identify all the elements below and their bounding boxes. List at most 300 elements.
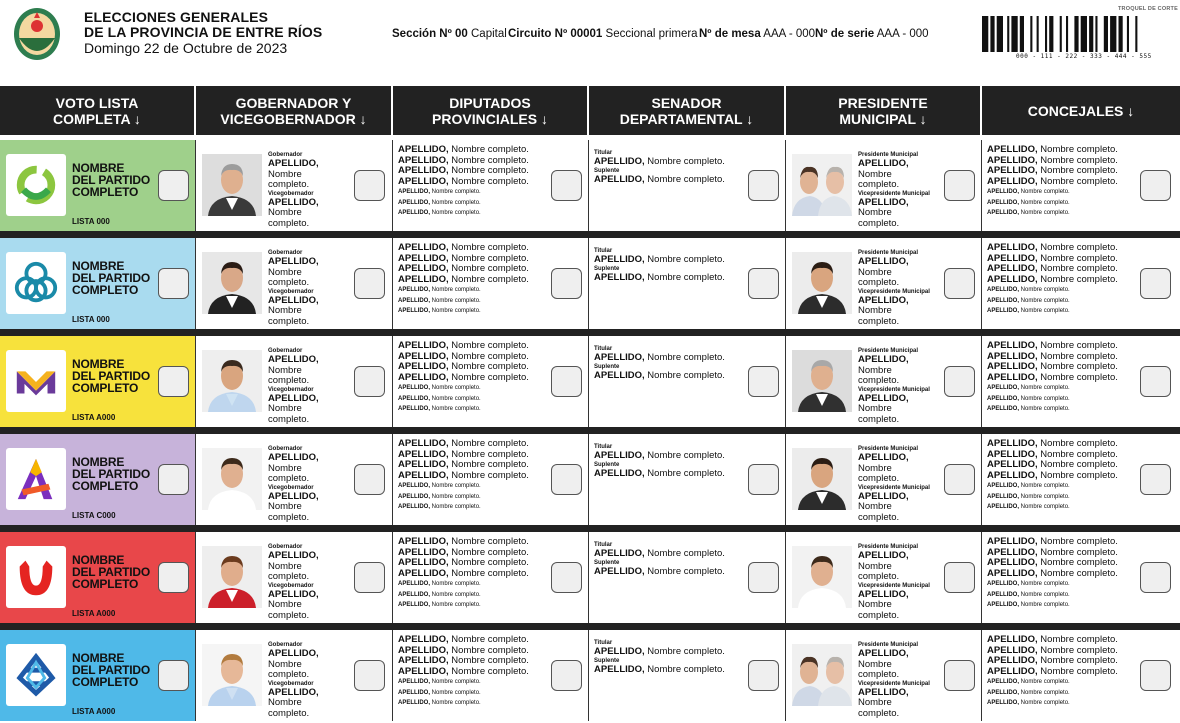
gobernador-checkbox[interactable] [354, 170, 385, 201]
gobernador-label: Gobernador [268, 250, 303, 256]
candidate-name: APELLIDO, Nombre [858, 452, 909, 474]
colorful-a-logo-icon [6, 448, 66, 510]
candidate-name-small: APELLIDO, Nombre completo. [987, 602, 1070, 608]
diputados-checkbox[interactable] [551, 562, 582, 593]
candidate-name-small: APELLIDO, Nombre completo. [987, 689, 1070, 696]
senador-checkbox[interactable] [748, 170, 779, 201]
vicepresidente-label: Vicepresidente Municipal [858, 288, 930, 295]
candidate-photo [202, 448, 262, 510]
red-u-logo-icon [6, 546, 66, 608]
concejales-cell [982, 336, 1180, 427]
party-row [0, 336, 1180, 427]
presidente-checkbox[interactable] [944, 268, 975, 299]
presidente-checkbox[interactable] [944, 170, 975, 201]
party-row [0, 532, 1180, 623]
candidate-name-small: APELLIDO, Nombre completo. [398, 581, 481, 587]
senador-checkbox[interactable] [748, 268, 779, 299]
candidate-photo [792, 644, 852, 706]
presidente-label: Presidente Municipal [858, 544, 919, 550]
vicegobernador-label: Vicegobernador [268, 582, 314, 589]
candidate-name: APELLIDO, Nombre completo. [594, 369, 725, 381]
senador-cell [589, 630, 786, 721]
barcode-icon [982, 16, 1172, 52]
title-line-1: ELECCIONES GENERALES [84, 9, 269, 25]
candidate-name-small: APELLIDO, Nombre completo. [398, 297, 481, 304]
serie-value: AAA - 000 [876, 28, 929, 40]
senador-cell [589, 532, 786, 623]
senador-checkbox[interactable] [748, 562, 779, 593]
gobernador-checkbox[interactable] [354, 464, 385, 495]
candidate-name: APELLIDO, Nombre completo. [398, 175, 529, 187]
candidate-name: APELLIDO, Nombre [858, 686, 909, 708]
party-cell [0, 140, 196, 231]
candidate-name: APELLIDO, Nombre completo. [398, 165, 529, 176]
lista-number: LISTA A000 [72, 609, 116, 618]
concejales-cell [982, 434, 1180, 525]
candidate-name: APELLIDO, Nombre completo. [398, 665, 529, 677]
vicepresidente-label: Vicepresidente Municipal [858, 680, 930, 687]
diputados-cell [393, 434, 589, 525]
vote-full-list-checkbox[interactable] [158, 170, 189, 201]
candidate-name: APELLIDO, Nombre completo. [987, 655, 1118, 666]
candidate-name-small: APELLIDO, Nombre completo. [987, 385, 1070, 391]
concejales-checkbox[interactable] [1140, 170, 1171, 201]
gobernador-cell: Gobernador APELLIDO, Nombre completo. Vicegobernador APELLIDO, Nombre completo. [196, 434, 393, 525]
presidente-cell: Presidente Municipal APELLIDO, Nombre completo. Vicepresidente Municipal APELLIDO, Nombre completo. [786, 238, 982, 329]
party-row [0, 434, 1180, 525]
election-date: Domingo 22 de Octubre de 2023 [84, 40, 288, 56]
candidate-name-small: APELLIDO, Nombre completo. [398, 700, 481, 706]
candidate-name: APELLIDO, Nombre completo. [398, 634, 529, 645]
gobernador-photo [202, 154, 262, 216]
diputados-cell [393, 336, 589, 427]
presidente-checkbox[interactable] [944, 660, 975, 691]
candidate-name: APELLIDO, Nombre completo. [987, 263, 1118, 274]
gobernador-checkbox[interactable] [354, 660, 385, 691]
senador-cell [589, 140, 786, 231]
vicegobernador-label: Vicegobernador [268, 386, 314, 393]
candidate-name: APELLIDO, Nombre [268, 452, 319, 474]
gobernador-cell: Gobernador APELLIDO, Nombre completo. Vicegobernador APELLIDO, Nombre completo. [196, 238, 393, 329]
mesa-info [699, 28, 815, 40]
candidate-name: APELLIDO, Nombre completo. [398, 567, 529, 579]
candidate-name-small: APELLIDO, Nombre completo. [987, 591, 1070, 598]
candidate-photo [792, 546, 852, 608]
concejales-checkbox[interactable] [1140, 464, 1171, 495]
candidate-photo [792, 252, 852, 314]
circuito-info [508, 28, 698, 40]
diputados-cell [393, 532, 589, 623]
row-separator [0, 427, 1180, 434]
party-cell [0, 434, 196, 525]
concejales-cell [982, 140, 1180, 231]
candidate-name: APELLIDO, Nombre completo. [987, 154, 1118, 166]
senador-cell [589, 434, 786, 525]
party-row [0, 238, 1180, 329]
candidate-name: APELLIDO, Nombre [268, 686, 319, 708]
candidate-name-small: APELLIDO, Nombre completo. [987, 308, 1070, 314]
senador-checkbox[interactable] [748, 366, 779, 397]
candidate-name-small: APELLIDO, Nombre completo. [987, 395, 1070, 402]
candidate-name: APELLIDO, Nombre [858, 294, 909, 316]
candidate-name: APELLIDO, Nombre completo. [594, 352, 725, 363]
vicegobernador-label: Vicegobernador [268, 484, 314, 491]
gobernador-label: Gobernador [268, 348, 303, 354]
ballot-header [0, 0, 1180, 86]
troquel-label: TROQUEL DE CORTE [1118, 6, 1178, 12]
diputados-checkbox[interactable] [551, 366, 582, 397]
vicepresidente-label: Vicepresidente Municipal [858, 386, 930, 393]
candidate-name: APELLIDO, Nombre completo. [987, 448, 1118, 460]
candidate-name: APELLIDO, Nombre [858, 648, 909, 670]
vicegobernador-label: Vicegobernador [268, 190, 314, 197]
election-title [84, 10, 322, 56]
diputados-checkbox[interactable] [551, 660, 582, 691]
vicegobernador-label: Vicegobernador [268, 288, 314, 295]
presidente-photo [792, 252, 852, 314]
gobernador-checkbox[interactable] [354, 562, 385, 593]
candidate-name-small: APELLIDO, Nombre completo. [398, 395, 481, 402]
candidate-name: APELLIDO, Nombre [858, 196, 909, 218]
candidate-name: APELLIDO, Nombre completo. [398, 273, 529, 285]
gobernador-photo [202, 546, 262, 608]
party-name: NOMBRE DEL PARTIDO COMPLETO [72, 259, 151, 297]
candidate-name: APELLIDO, Nombre completo. [987, 165, 1118, 176]
candidate-name-small: APELLIDO, Nombre completo. [987, 297, 1070, 304]
candidate-name: APELLIDO, Nombre completo. [594, 271, 725, 283]
candidate-name-small: APELLIDO, Nombre completo. [987, 504, 1070, 510]
party-cell [0, 336, 196, 427]
candidate-photo [202, 154, 262, 216]
candidate-name: APELLIDO, Nombre completo. [398, 448, 529, 460]
province-seal-icon [12, 6, 62, 62]
candidate-name: APELLIDO, Nombre completo. [987, 252, 1118, 264]
lista-number: LISTA C000 [72, 511, 116, 520]
candidate-name: APELLIDO, Nombre completo. [594, 467, 725, 479]
suplente-label: Suplente [594, 265, 620, 272]
presidente-photo [792, 644, 852, 706]
serie-label: Nº de serie [815, 28, 875, 40]
candidate-name: APELLIDO, Nombre [268, 588, 319, 610]
candidate-name: APELLIDO, Nombre completo. [594, 565, 725, 577]
party-row [0, 140, 1180, 231]
candidate-name: APELLIDO, Nombre completo. [987, 459, 1118, 470]
mesa-label: Nº de mesa [699, 28, 761, 40]
vote-full-list-checkbox[interactable] [158, 562, 189, 593]
candidate-name-small: APELLIDO, Nombre completo. [987, 210, 1070, 216]
candidate-name: APELLIDO, Nombre completo. [398, 644, 529, 656]
party-name: NOMBRE DEL PARTIDO COMPLETO [72, 455, 151, 493]
candidate-name: APELLIDO, Nombre completo. [398, 459, 529, 470]
seccion-value: Capital [471, 28, 507, 40]
candidate-name: APELLIDO, Nombre completo. [398, 263, 529, 274]
titular-label: Titular [594, 542, 613, 548]
senador-cell [589, 238, 786, 329]
candidate-name: APELLIDO, Nombre [268, 256, 319, 278]
candidate-name: APELLIDO, Nombre [858, 354, 909, 376]
gobernador-label: Gobernador [268, 544, 303, 550]
seccion-info [392, 28, 507, 40]
candidate-name-small: APELLIDO, Nombre completo. [987, 199, 1070, 206]
vicepresidente-label: Vicepresidente Municipal [858, 582, 930, 589]
gobernador-label: Gobernador [268, 152, 303, 158]
candidate-name-small: APELLIDO, Nombre completo. [987, 483, 1070, 489]
gobernador-photo [202, 448, 262, 510]
mesa-value: AAA - 000 [763, 28, 816, 40]
titular-label: Titular [594, 248, 613, 254]
suplente-label: Suplente [594, 363, 620, 370]
candidate-name: APELLIDO, Nombre completo. [398, 536, 529, 547]
presidente-checkbox[interactable] [944, 464, 975, 495]
circuito-label: Circuito Nº 00001 [508, 28, 603, 40]
lista-number: LISTA 000 [72, 315, 110, 324]
gobernador-cell: Gobernador APELLIDO, Nombre completo. Vicegobernador APELLIDO, Nombre completo. [196, 140, 393, 231]
candidate-name-small: APELLIDO, Nombre completo. [398, 591, 481, 598]
column-header-bar [0, 86, 1180, 135]
candidate-photo [202, 644, 262, 706]
party-row [0, 630, 1180, 721]
candidate-name: APELLIDO, Nombre completo. [594, 450, 725, 461]
lista-number: LISTA 000 [72, 217, 110, 226]
seccion-label: Sección Nº 00 [392, 28, 468, 40]
candidate-name-small: APELLIDO, Nombre completo. [987, 493, 1070, 500]
green-ring-logo-icon [6, 154, 66, 216]
candidate-name: APELLIDO, Nombre completo. [987, 469, 1118, 481]
serie-info [815, 28, 929, 40]
party-name: NOMBRE DEL PARTIDO COMPLETO [72, 161, 151, 199]
candidate-name-small: APELLIDO, Nombre completo. [987, 581, 1070, 587]
diputados-checkbox[interactable] [551, 464, 582, 495]
party-name: NOMBRE DEL PARTIDO COMPLETO [72, 357, 151, 395]
barcode-digits: 000 - 111 - 222 - 333 - 444 - 555 [1016, 53, 1152, 60]
concejales-checkbox[interactable] [1140, 366, 1171, 397]
candidate-name: APELLIDO, Nombre completo. [987, 557, 1118, 568]
presidente-label: Presidente Municipal [858, 250, 919, 256]
presidente-photo [792, 546, 852, 608]
presidente-cell: Presidente Municipal APELLIDO, Nombre completo. Vicepresidente Municipal APELLIDO, Nombre completo. [786, 532, 982, 623]
row-separator [0, 231, 1180, 238]
candidate-name: APELLIDO, Nombre completo. [594, 646, 725, 657]
candidate-name: APELLIDO, Nombre completo. [987, 242, 1118, 253]
lista-number: LISTA A000 [72, 413, 116, 422]
column-header-presidente: PRESIDENTE MUNICIPAL ↓ [786, 86, 982, 135]
party-cell [0, 238, 196, 329]
candidate-name: APELLIDO, Nombre completo. [398, 350, 529, 362]
candidate-name-small: APELLIDO, Nombre completo. [987, 287, 1070, 293]
candidate-name-small: APELLIDO, Nombre completo. [398, 199, 481, 206]
candidate-name-small: APELLIDO, Nombre completo. [398, 189, 481, 195]
candidate-name: APELLIDO, Nombre [268, 648, 319, 670]
candidate-name: APELLIDO, Nombre completo. [987, 361, 1118, 372]
candidate-photo [202, 350, 262, 412]
vicepresidente-label: Vicepresidente Municipal [858, 484, 930, 491]
candidate-name: APELLIDO, Nombre completo. [987, 665, 1118, 677]
candidate-name-small: APELLIDO, Nombre completo. [398, 210, 481, 216]
candidate-name: APELLIDO, Nombre completo. [398, 557, 529, 568]
candidate-name: APELLIDO, Nombre [268, 158, 319, 180]
presidente-photo [792, 154, 852, 216]
diputados-checkbox[interactable] [551, 170, 582, 201]
candidate-name: APELLIDO, Nombre completo. [398, 438, 529, 449]
candidate-name: APELLIDO, Nombre completo. [594, 156, 725, 167]
presidente-label: Presidente Municipal [858, 446, 919, 452]
candidate-name-small: APELLIDO, Nombre completo. [398, 406, 481, 412]
candidate-photo [792, 350, 852, 412]
candidate-name: APELLIDO, Nombre [268, 294, 319, 316]
concejales-checkbox[interactable] [1140, 562, 1171, 593]
candidate-name: APELLIDO, Nombre completo. [594, 254, 725, 265]
candidate-name: APELLIDO, Nombre completo. [987, 634, 1118, 645]
candidate-name-small: APELLIDO, Nombre completo. [987, 189, 1070, 195]
candidate-name-small: APELLIDO, Nombre completo. [987, 700, 1070, 706]
candidate-name-small: APELLIDO, Nombre completo. [398, 679, 481, 685]
candidate-name: APELLIDO, Nombre completo. [398, 144, 529, 155]
candidate-name: APELLIDO, Nombre [858, 158, 909, 180]
presidente-checkbox[interactable] [944, 562, 975, 593]
presidente-cell: Presidente Municipal APELLIDO, Nombre completo. Vicepresidente Municipal APELLIDO, Nombre completo. [786, 336, 982, 427]
candidate-name-small: APELLIDO, Nombre completo. [398, 493, 481, 500]
candidate-name: APELLIDO, Nombre [268, 354, 319, 376]
presidente-label: Presidente Municipal [858, 152, 919, 158]
diputados-cell [393, 630, 589, 721]
candidate-photo [792, 154, 852, 216]
candidate-name: APELLIDO, Nombre completo. [398, 242, 529, 253]
concejales-checkbox[interactable] [1140, 660, 1171, 691]
gobernador-photo [202, 644, 262, 706]
diputados-cell [393, 140, 589, 231]
blue-knot-logo-icon [6, 644, 66, 706]
presidente-checkbox[interactable] [944, 366, 975, 397]
presidente-label: Presidente Municipal [858, 348, 919, 354]
candidate-name: APELLIDO, Nombre completo. [987, 340, 1118, 351]
gobernador-label: Gobernador [268, 446, 303, 452]
candidate-name: APELLIDO, Nombre completo. [398, 252, 529, 264]
presidente-label: Presidente Municipal [858, 642, 919, 648]
candidate-name-small: APELLIDO, Nombre completo. [398, 385, 481, 391]
gobernador-label: Gobernador [268, 642, 303, 648]
candidate-name: APELLIDO, Nombre completo. [987, 644, 1118, 656]
row-separator [0, 623, 1180, 630]
lista-number: LISTA A000 [72, 707, 116, 716]
senador-checkbox[interactable] [748, 660, 779, 691]
candidate-photo [202, 252, 262, 314]
vote-full-list-checkbox[interactable] [158, 268, 189, 299]
column-header-voto-lista: VOTO LISTA COMPLETA ↓ [0, 86, 196, 135]
candidate-name: APELLIDO, Nombre completo. [987, 567, 1118, 579]
candidate-name: APELLIDO, Nombre completo. [398, 361, 529, 372]
diputados-checkbox[interactable] [551, 268, 582, 299]
candidate-name-small: APELLIDO, Nombre completo. [398, 504, 481, 510]
circuito-value: Seccional primera [605, 28, 698, 40]
blue-rings-logo-icon [6, 252, 66, 314]
candidate-name: APELLIDO, Nombre [858, 490, 909, 512]
candidate-name: APELLIDO, Nombre completo. [987, 273, 1118, 285]
column-header-senador: SENADOR DEPARTAMENTAL ↓ [589, 86, 786, 135]
candidate-name: APELLIDO, Nombre completo. [987, 175, 1118, 187]
candidate-name: APELLIDO, Nombre completo. [987, 144, 1118, 155]
candidate-name-small: APELLIDO, Nombre completo. [398, 689, 481, 696]
candidate-name: APELLIDO, Nombre completo. [987, 371, 1118, 383]
row-separator [0, 329, 1180, 336]
candidate-name: APELLIDO, Nombre [858, 588, 909, 610]
presidente-photo [792, 350, 852, 412]
candidate-name: APELLIDO, Nombre [858, 392, 909, 414]
purple-m-logo-icon [6, 350, 66, 412]
candidate-name-small: APELLIDO, Nombre completo. [398, 483, 481, 489]
suplente-label: Suplente [594, 167, 620, 174]
senador-checkbox[interactable] [748, 464, 779, 495]
gobernador-photo [202, 350, 262, 412]
candidate-name: APELLIDO, Nombre completo. [594, 663, 725, 675]
vote-full-list-checkbox[interactable] [158, 660, 189, 691]
candidate-name: APELLIDO, Nombre [268, 550, 319, 572]
concejales-cell [982, 238, 1180, 329]
senador-cell [589, 336, 786, 427]
candidate-name: APELLIDO, Nombre completo. [398, 154, 529, 166]
candidate-name: APELLIDO, Nombre completo. [594, 173, 725, 185]
candidate-name-small: APELLIDO, Nombre completo. [987, 679, 1070, 685]
party-cell [0, 532, 196, 623]
gobernador-checkbox[interactable] [354, 366, 385, 397]
presidente-cell: Presidente Municipal APELLIDO, Nombre completo. Vicepresidente Municipal APELLIDO, Nombre completo. [786, 140, 982, 231]
candidate-name: APELLIDO, Nombre [268, 196, 319, 218]
suplente-label: Suplente [594, 559, 620, 566]
gobernador-checkbox[interactable] [354, 268, 385, 299]
candidate-name: APELLIDO, Nombre [858, 550, 909, 572]
title-line-2: DE LA PROVINCIA DE ENTRE RÍOS [84, 24, 323, 40]
candidate-photo [202, 546, 262, 608]
party-name: NOMBRE DEL PARTIDO COMPLETO [72, 553, 151, 591]
suplente-label: Suplente [594, 657, 620, 664]
concejales-cell [982, 532, 1180, 623]
gobernador-cell: Gobernador APELLIDO, Nombre completo. Vicegobernador APELLIDO, Nombre completo. [196, 336, 393, 427]
candidate-name: APELLIDO, Nombre completo. [987, 546, 1118, 558]
gobernador-cell: Gobernador APELLIDO, Nombre completo. Vicegobernador APELLIDO, Nombre completo. [196, 532, 393, 623]
party-cell [0, 630, 196, 721]
titular-label: Titular [594, 640, 613, 646]
titular-label: Titular [594, 150, 613, 156]
candidate-name-small: APELLIDO, Nombre completo. [398, 287, 481, 293]
party-name: NOMBRE DEL PARTIDO COMPLETO [72, 651, 151, 689]
candidate-name: APELLIDO, Nombre completo. [398, 655, 529, 666]
candidate-name: APELLIDO, Nombre completo. [398, 469, 529, 481]
candidate-name: APELLIDO, Nombre [268, 392, 319, 414]
gobernador-photo [202, 252, 262, 314]
gobernador-cell: Gobernador APELLIDO, Nombre completo. Vicegobernador APELLIDO, Nombre completo. [196, 630, 393, 721]
concejales-cell [982, 630, 1180, 721]
row-separator [0, 525, 1180, 532]
candidate-name: APELLIDO, Nombre [858, 256, 909, 278]
vote-full-list-checkbox[interactable] [158, 464, 189, 495]
presidente-photo [792, 448, 852, 510]
titular-label: Titular [594, 346, 613, 352]
candidate-name-small: APELLIDO, Nombre completo. [398, 308, 481, 314]
candidate-name: APELLIDO, Nombre completo. [987, 438, 1118, 449]
concejales-checkbox[interactable] [1140, 268, 1171, 299]
column-header-gobernador: GOBERNADOR Y VICEGOBERNADOR ↓ [196, 86, 393, 135]
column-header-diputados: DIPUTADOS PROVINCIALES ↓ [393, 86, 589, 135]
column-header-concejales: CONCEJALES ↓ [1027, 102, 1135, 119]
vote-full-list-checkbox[interactable] [158, 366, 189, 397]
candidate-photo [792, 448, 852, 510]
candidate-name-small: APELLIDO, Nombre completo. [398, 602, 481, 608]
presidente-cell: Presidente Municipal APELLIDO, Nombre completo. Vicepresidente Municipal APELLIDO, Nombre completo. [786, 630, 982, 721]
titular-label: Titular [594, 444, 613, 450]
candidate-name-small: APELLIDO, Nombre completo. [987, 406, 1070, 412]
diputados-cell [393, 238, 589, 329]
presidente-cell: Presidente Municipal APELLIDO, Nombre completo. Vicepresidente Municipal APELLIDO, Nombre completo. [786, 434, 982, 525]
candidate-name: APELLIDO, Nombre completo. [594, 548, 725, 559]
